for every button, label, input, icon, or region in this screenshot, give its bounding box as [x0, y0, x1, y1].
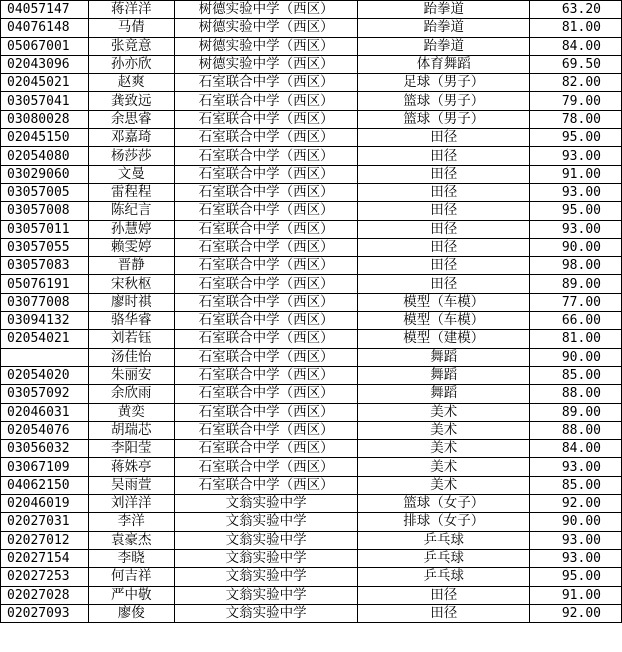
student-id-cell[interactable]: 03057005	[1, 183, 89, 201]
student-name-cell[interactable]: 廖俊	[88, 604, 174, 622]
table-row	[1, 458, 622, 476]
student-id-cell[interactable]: 02027031	[1, 513, 89, 531]
student-name-cell[interactable]: 蒋洋洋	[88, 1, 174, 19]
school-cell[interactable]: 石室联合中学（西区）	[174, 92, 358, 110]
student-name-cell[interactable]: 邓嘉琦	[88, 129, 174, 147]
school-cell[interactable]: 石室联合中学（西区）	[174, 257, 358, 275]
school-cell[interactable]: 石室联合中学（西区）	[174, 385, 358, 403]
school-cell[interactable]: 石室联合中学（西区）	[174, 312, 358, 330]
table-row	[1, 586, 622, 604]
event-cell[interactable]: 篮球（女子）	[358, 495, 530, 513]
school-cell[interactable]: 石室联合中学（西区）	[174, 183, 358, 201]
student-name-cell[interactable]: 余欣雨	[88, 385, 174, 403]
student-name-cell[interactable]: 黄奕	[88, 403, 174, 421]
school-cell[interactable]: 树德实验中学（西区）	[174, 37, 358, 55]
event-cell[interactable]: 田径	[358, 147, 530, 165]
score-cell[interactable]: 95.00	[530, 129, 622, 147]
student-name-cell[interactable]: 赵爽	[88, 74, 174, 92]
table-row	[1, 110, 622, 128]
student-name-cell[interactable]: 胡瑞芯	[88, 421, 174, 439]
event-cell[interactable]: 乒乓球	[358, 549, 530, 567]
score-cell[interactable]: 93.00	[530, 183, 622, 201]
score-cell[interactable]: 69.50	[530, 55, 622, 73]
event-cell[interactable]: 美术	[358, 440, 530, 458]
student-id-cell[interactable]: 03057041	[1, 92, 89, 110]
score-cell[interactable]: 84.00	[530, 440, 622, 458]
event-cell[interactable]: 舞蹈	[358, 366, 530, 384]
school-cell[interactable]: 石室联合中学（西区）	[174, 440, 358, 458]
student-name-cell[interactable]: 朱丽安	[88, 366, 174, 384]
student-name-cell[interactable]: 马倩	[88, 19, 174, 37]
student-name-cell[interactable]: 余思睿	[88, 110, 174, 128]
event-cell[interactable]: 体育舞蹈	[358, 55, 530, 73]
student-id-cell[interactable]: 02043096	[1, 55, 89, 73]
score-cell[interactable]: 89.00	[530, 403, 622, 421]
school-cell[interactable]: 文翁实验中学	[174, 586, 358, 604]
score-cell[interactable]: 93.00	[530, 549, 622, 567]
event-cell[interactable]: 田径	[358, 257, 530, 275]
student-name-cell[interactable]: 孙亦欣	[88, 55, 174, 73]
school-cell[interactable]: 石室联合中学（西区）	[174, 110, 358, 128]
student-id-cell[interactable]: 02054076	[1, 421, 89, 439]
table-row	[1, 312, 622, 330]
student-id-cell[interactable]: 03057083	[1, 257, 89, 275]
student-name-cell[interactable]: 吴雨萱	[88, 476, 174, 494]
school-cell[interactable]: 石室联合中学（西区）	[174, 129, 358, 147]
score-cell[interactable]: 91.00	[530, 586, 622, 604]
student-id-cell[interactable]: 04062150	[1, 476, 89, 494]
school-cell[interactable]: 文翁实验中学	[174, 531, 358, 549]
event-cell[interactable]: 模型（车模）	[358, 312, 530, 330]
student-name-cell[interactable]: 杨莎莎	[88, 147, 174, 165]
school-cell[interactable]: 文翁实验中学	[174, 549, 358, 567]
school-cell[interactable]: 石室联合中学（西区）	[174, 220, 358, 238]
student-name-cell[interactable]: 雷程程	[88, 183, 174, 201]
table-row	[1, 220, 622, 238]
table-row	[1, 238, 622, 256]
score-cell[interactable]: 85.00	[530, 476, 622, 494]
event-cell[interactable]: 田径	[358, 586, 530, 604]
score-cell[interactable]: 88.00	[530, 385, 622, 403]
student-id-cell[interactable]: 02045021	[1, 74, 89, 92]
school-cell[interactable]: 石室联合中学（西区）	[174, 348, 358, 366]
school-cell[interactable]: 石室联合中学（西区）	[174, 147, 358, 165]
table-row	[1, 257, 622, 275]
student-name-cell[interactable]: 严中敬	[88, 586, 174, 604]
school-cell[interactable]: 石室联合中学（西区）	[174, 366, 358, 384]
school-cell[interactable]: 石室联合中学（西区）	[174, 165, 358, 183]
score-cell[interactable]: 63.20	[530, 1, 622, 19]
score-cell[interactable]: 81.00	[530, 19, 622, 37]
table-row	[1, 37, 622, 55]
student-id-cell[interactable]: 05067001	[1, 37, 89, 55]
student-id-cell[interactable]: 03057011	[1, 220, 89, 238]
score-cell[interactable]: 90.00	[530, 348, 622, 366]
table-row	[1, 549, 622, 567]
school-cell[interactable]: 树德实验中学（西区）	[174, 1, 358, 19]
event-cell[interactable]: 跆拳道	[358, 1, 530, 19]
student-id-cell[interactable]: 03067109	[1, 458, 89, 476]
table-row	[1, 403, 622, 421]
event-cell[interactable]: 篮球（男子）	[358, 92, 530, 110]
table-row	[1, 476, 622, 494]
table-row	[1, 568, 622, 586]
table-row	[1, 293, 622, 311]
table-row	[1, 513, 622, 531]
score-cell[interactable]: 89.00	[530, 275, 622, 293]
score-cell[interactable]: 84.00	[530, 37, 622, 55]
school-cell[interactable]: 石室联合中学（西区）	[174, 74, 358, 92]
student-name-cell[interactable]: 骆华睿	[88, 312, 174, 330]
student-name-cell[interactable]: 李晓	[88, 549, 174, 567]
student-name-cell[interactable]: 文曼	[88, 165, 174, 183]
score-cell[interactable]: 90.00	[530, 513, 622, 531]
event-cell[interactable]: 舞蹈	[358, 348, 530, 366]
table-row	[1, 19, 622, 37]
school-cell[interactable]: 石室联合中学（西区）	[174, 476, 358, 494]
score-cell[interactable]: 88.00	[530, 421, 622, 439]
score-cell[interactable]: 79.00	[530, 92, 622, 110]
student-id-cell[interactable]: 02027012	[1, 531, 89, 549]
school-cell[interactable]: 石室联合中学（西区）	[174, 403, 358, 421]
table-row	[1, 165, 622, 183]
student-name-cell[interactable]: 李阳莹	[88, 440, 174, 458]
school-cell[interactable]: 石室联合中学（西区）	[174, 330, 358, 348]
student-id-cell[interactable]: 02054080	[1, 147, 89, 165]
student-id-cell[interactable]: 02027093	[1, 604, 89, 622]
student-name-cell[interactable]: 陈纪言	[88, 202, 174, 220]
event-cell[interactable]: 跆拳道	[358, 19, 530, 37]
event-cell[interactable]: 美术	[358, 421, 530, 439]
score-cell[interactable]: 81.00	[530, 330, 622, 348]
school-cell[interactable]: 石室联合中学（西区）	[174, 238, 358, 256]
student-name-cell[interactable]: 袁豪杰	[88, 531, 174, 549]
score-cell[interactable]: 95.00	[530, 568, 622, 586]
student-id-cell[interactable]: 02027154	[1, 549, 89, 567]
event-cell[interactable]: 乒乓球	[358, 531, 530, 549]
table-row	[1, 202, 622, 220]
student-id-cell[interactable]: 03057055	[1, 238, 89, 256]
results-table-body	[1, 1, 622, 623]
score-cell[interactable]: 98.00	[530, 257, 622, 275]
event-cell[interactable]: 田径	[358, 202, 530, 220]
student-name-cell[interactable]: 刘洋洋	[88, 495, 174, 513]
student-name-cell[interactable]: 李洋	[88, 513, 174, 531]
student-id-cell[interactable]: 03080028	[1, 110, 89, 128]
student-name-cell[interactable]: 何吉祥	[88, 568, 174, 586]
score-cell[interactable]: 78.00	[530, 110, 622, 128]
table-row	[1, 495, 622, 513]
event-cell[interactable]: 篮球（男子）	[358, 110, 530, 128]
school-cell[interactable]: 文翁实验中学	[174, 513, 358, 531]
school-cell[interactable]: 树德实验中学（西区）	[174, 55, 358, 73]
student-name-cell[interactable]: 张竟意	[88, 37, 174, 55]
student-name-cell[interactable]: 汤佳怡	[88, 348, 174, 366]
school-cell[interactable]: 石室联合中学（西区）	[174, 202, 358, 220]
student-id-cell[interactable]: 02045150	[1, 129, 89, 147]
school-cell[interactable]: 树德实验中学（西区）	[174, 19, 358, 37]
student-id-cell[interactable]: 03056032	[1, 440, 89, 458]
event-cell[interactable]: 模型（建模）	[358, 330, 530, 348]
table-row	[1, 147, 622, 165]
event-cell[interactable]: 舞蹈	[358, 385, 530, 403]
student-id-cell[interactable]: 03094132	[1, 312, 89, 330]
table-row	[1, 129, 622, 147]
student-id-cell[interactable]: 02027253	[1, 568, 89, 586]
table-row	[1, 92, 622, 110]
school-cell[interactable]: 石室联合中学（西区）	[174, 275, 358, 293]
event-cell[interactable]: 美术	[358, 403, 530, 421]
student-name-cell[interactable]: 廖时祺	[88, 293, 174, 311]
table-row	[1, 55, 622, 73]
table-row	[1, 330, 622, 348]
event-cell[interactable]: 乒乓球	[358, 568, 530, 586]
school-cell[interactable]: 文翁实验中学	[174, 568, 358, 586]
event-cell[interactable]: 田径	[358, 275, 530, 293]
student-name-cell[interactable]: 宋秋枢	[88, 275, 174, 293]
event-cell[interactable]: 田径	[358, 238, 530, 256]
table-row	[1, 366, 622, 384]
event-cell[interactable]: 跆拳道	[358, 37, 530, 55]
student-id-cell[interactable]: 04076148	[1, 19, 89, 37]
school-cell[interactable]: 文翁实验中学	[174, 495, 358, 513]
student-id-cell[interactable]: 02027028	[1, 586, 89, 604]
score-cell[interactable]: 93.00	[530, 220, 622, 238]
event-cell[interactable]: 田径	[358, 129, 530, 147]
student-name-cell[interactable]: 刘若钰	[88, 330, 174, 348]
student-id-cell[interactable]: 03077008	[1, 293, 89, 311]
student-id-cell[interactable]: 03029060	[1, 165, 89, 183]
score-cell[interactable]: 93.00	[530, 147, 622, 165]
table-row	[1, 604, 622, 622]
student-id-cell[interactable]: 03057092	[1, 385, 89, 403]
student-id-cell[interactable]: 02054021	[1, 330, 89, 348]
event-cell[interactable]: 足球（男子）	[358, 74, 530, 92]
score-cell[interactable]: 93.00	[530, 458, 622, 476]
table-row	[1, 421, 622, 439]
score-cell[interactable]: 66.00	[530, 312, 622, 330]
student-id-cell[interactable]: 03057008	[1, 202, 89, 220]
student-name-cell[interactable]: 蒋姝亭	[88, 458, 174, 476]
event-cell[interactable]: 美术	[358, 476, 530, 494]
score-cell[interactable]: 93.00	[530, 531, 622, 549]
student-name-cell[interactable]: 赖雯婷	[88, 238, 174, 256]
table-row	[1, 348, 622, 366]
score-cell[interactable]: 85.00	[530, 366, 622, 384]
student-id-cell[interactable]: 02046031	[1, 403, 89, 421]
score-cell[interactable]: 92.00	[530, 604, 622, 622]
table-row	[1, 1, 622, 19]
table-row	[1, 531, 622, 549]
student-id-cell[interactable]: 02046019	[1, 495, 89, 513]
event-cell[interactable]: 模型（车模）	[358, 293, 530, 311]
table-row	[1, 74, 622, 92]
student-id-cell[interactable]: 05076191	[1, 275, 89, 293]
student-id-cell[interactable]: 04057147	[1, 1, 89, 19]
school-cell[interactable]: 石室联合中学（西区）	[174, 458, 358, 476]
score-cell[interactable]: 82.00	[530, 74, 622, 92]
score-cell[interactable]: 95.00	[530, 202, 622, 220]
student-id-cell[interactable]	[1, 348, 89, 366]
event-cell[interactable]: 田径	[358, 183, 530, 201]
event-cell[interactable]: 田径	[358, 165, 530, 183]
student-name-cell[interactable]: 晋静	[88, 257, 174, 275]
score-cell[interactable]: 92.00	[530, 495, 622, 513]
score-cell[interactable]: 91.00	[530, 165, 622, 183]
event-cell[interactable]: 美术	[358, 458, 530, 476]
event-cell[interactable]: 田径	[358, 220, 530, 238]
table-row	[1, 385, 622, 403]
school-cell[interactable]: 石室联合中学（西区）	[174, 421, 358, 439]
event-cell[interactable]: 排球（女子）	[358, 513, 530, 531]
student-id-cell[interactable]: 02054020	[1, 366, 89, 384]
table-row	[1, 183, 622, 201]
student-name-cell[interactable]: 孙慧婷	[88, 220, 174, 238]
table-row	[1, 440, 622, 458]
event-cell[interactable]: 田径	[358, 604, 530, 622]
score-cell[interactable]: 77.00	[530, 293, 622, 311]
table-row	[1, 275, 622, 293]
student-name-cell[interactable]: 龚致远	[88, 92, 174, 110]
school-cell[interactable]: 石室联合中学（西区）	[174, 293, 358, 311]
school-cell[interactable]: 文翁实验中学	[174, 604, 358, 622]
score-cell[interactable]: 90.00	[530, 238, 622, 256]
